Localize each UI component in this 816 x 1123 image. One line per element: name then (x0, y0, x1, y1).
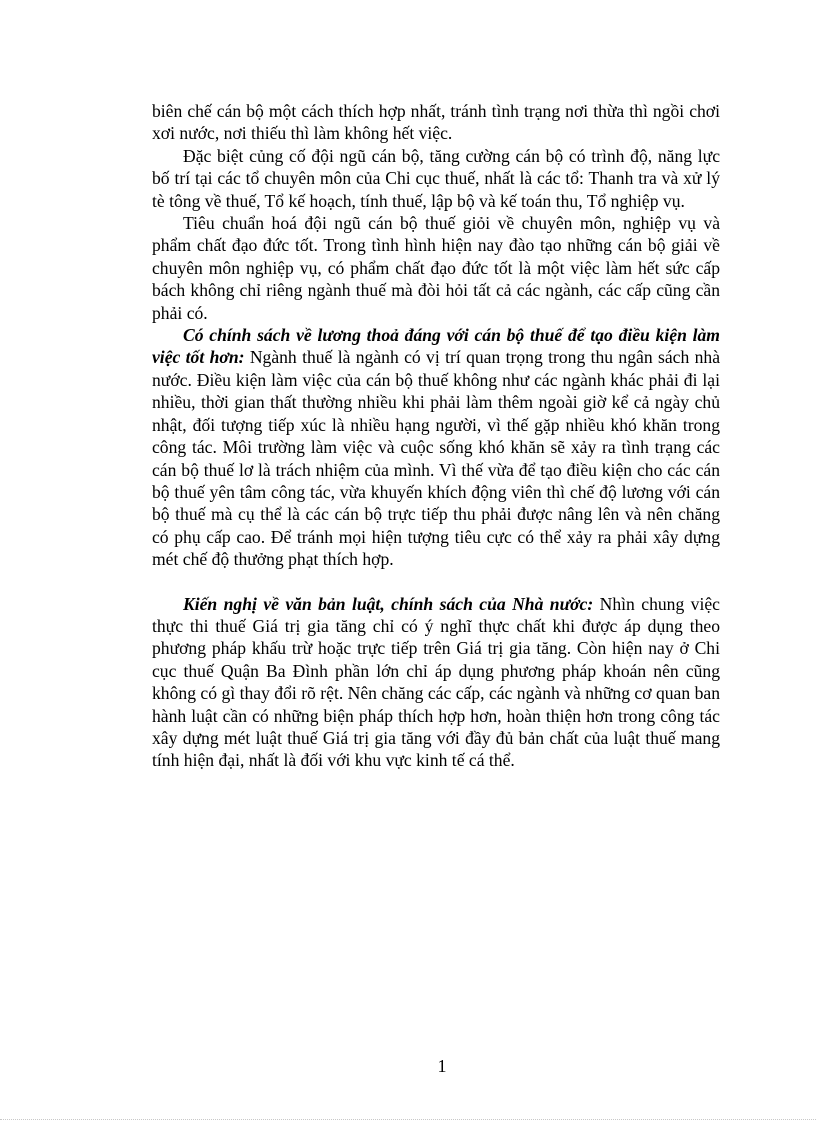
page-bottom-divider (0, 1119, 816, 1120)
page-number: 1 (437, 1056, 447, 1076)
paragraph-3-text: Tiêu chuẩn hoá đội ngũ cán bộ thuế giỏi về chuyên môn, nghiệp vụ và phẩm chất đạo đức tốt. Trong tình hình hiện nay đào tạo những cán bộ giải về chuyên môn nghiệp vụ, có phẩm chất đạo đức tốt là một việc làm hết sức cấp bách không chỉ riêng ngành thuế mà đòi hỏi tất cả các ngành, các cấp cũng cần phải có. (152, 213, 720, 323)
paragraph-4-heading: Có chính sách về lương thoả đáng với cán bộ thuế để tạo điều kiện làm việc tốt hơn: (152, 325, 720, 368)
paragraph-4-text: Ngành thuế là ngành có vị trí quan trọng trong thu ngân sách nhà nước. Điều kiện làm việc của cán bộ thuế không như các ngành khác phải đi lại nhiều, thời gian thất thường nhiều khi phải làm thêm ngoài giờ kể cả ngày chủ nhật, đối tượng tiếp xúc là nhiều hạng người, vì thế gặp nhiều khó khăn trong công tác. Môi trường làm việc và cuộc sống khó khăn sẽ xảy ra tình trạng các cán bộ thuế lơ là trách nhiệm của mình. Vì thế vừa để tạo điều kiện cho các cán bộ thuế yên tâm công tác, vừa khuyến khích động viên thì chế độ lương với cán bộ thuế mà cụ thể là các cán bộ trực tiếp thu phải được nâng lên và nên chăng có phụ cấp cao. Để tránh mọi hiện tượng tiêu cực có thể xảy ra phải xây dựng mét chế độ thưởng phạt thích hợp. (152, 347, 720, 570)
paragraph-2-text: Đặc biệt củng cố đội ngũ cán bộ, tăng cường cán bộ có trình độ, năng lực bố trí tại các tổ chuyên môn của Chi cục thuế, nhất là các tổ: Thanh tra và xử lý tè tông về thuế, Tổ kế hoạch, tính thuế, lập bộ và kế toán thu, Tổ nghiệp vụ. (152, 145, 720, 211)
paragraph-5 (152, 593, 720, 772)
paragraph-1-text: biên chế cán bộ một cách thích hợp nhất, tránh tình trạng nơi thừa thì ngồi chơi xơi nước, nơi thiếu thì làm không hết việc. (152, 101, 720, 144)
paragraph-5-text: Nhìn chung việc thực thi thuế Giá trị gia tăng chỉ có ý nghĩ thực chất khi được áp dụng theo phương pháp khấu trừ hoặc trực tiếp trên Giá trị gia tăng. Còn hiện nay ở Chi cục thuế Quận Ba Đình phần lớn chỉ áp dụng phương pháp khoán nên cũng không có gì thay đổi rõ rệt. Nên chăng các cấp, các ngành và những cơ quan ban hành luật cần có những biện pháp thích hợp hơn, hoàn thiện hơn trong công tác xây dựng mét luật thuế Giá trị gia tăng với đầy đủ bản chất của luật thuế mang tính hiện đại, nhất là đối với khu vực kinh tế cá thể. (152, 593, 720, 771)
paragraph-4 (152, 324, 720, 570)
paragraph-3 (152, 212, 720, 324)
document-body (152, 100, 720, 772)
paragraph-1 (152, 100, 720, 145)
paragraph-5-heading: Kiến nghị về văn bản luật, chính sách của Nhà nước: (183, 593, 594, 614)
paragraph-2 (152, 145, 720, 212)
